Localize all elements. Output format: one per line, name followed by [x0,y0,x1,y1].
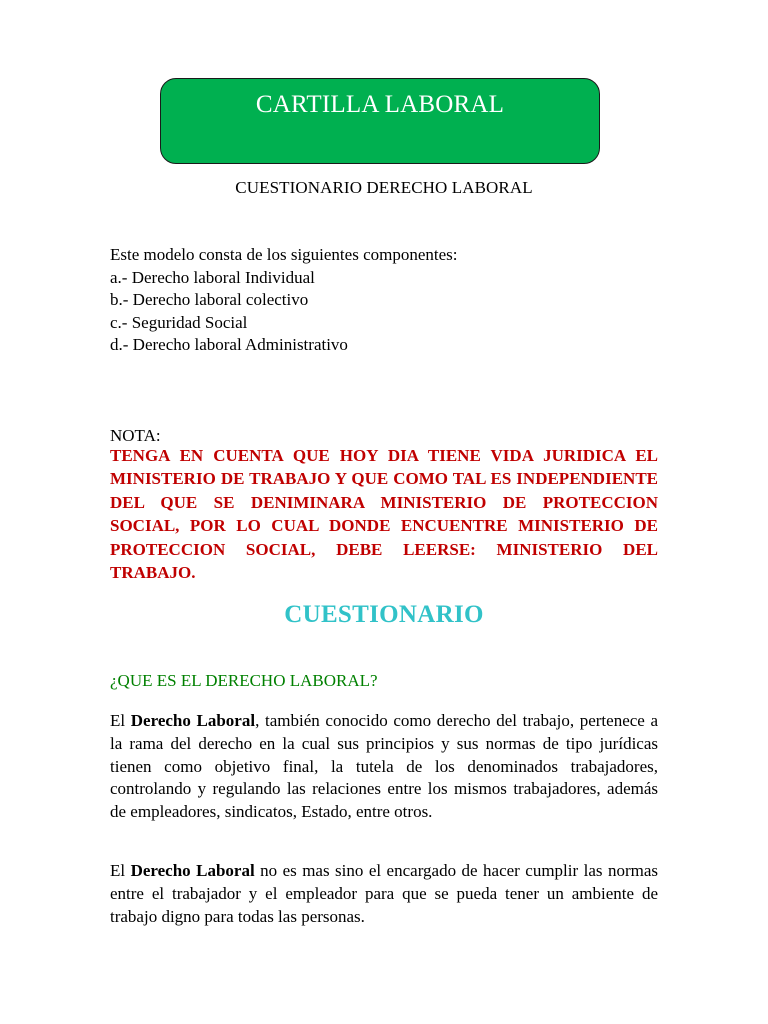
paragraph-term: Derecho Laboral [130,711,256,730]
document-title: CARTILLA LABORAL [255,91,505,118]
nota-conclusion: MINISTERIO DEL TRABAJO. [110,539,658,583]
nota-label: NOTA: [110,426,161,445]
title-box [160,78,600,164]
list-item: b.- Derecho laboral colectivo [110,290,309,309]
nota-body: TENGA EN CUENTA QUE HOY DIA TIENE VIDA JURIDICA EL MINISTERIO DE TRABAJO Y QUE COMO TAL ES INDEPENDIENTE DEL QUE SE DENIMINARA MINISTERIO DE PROTECCION SOCIAL, POR LO CUAL DONDE ENCUENTRE MINISTERIO DE PROTECCION SOCIAL, DEBE LEERSE: [110,446,658,559]
paragraph-body: no es mas sino el encargado de hacer cumplir las normas entre el trabajador y el empleador para que se pueda tener un ambiente de trabajo digno para todas las personas. [110,861,658,926]
cuestionario-heading: CUESTIONARIO [284,601,484,628]
list-item: c.- Seguridad Social [110,312,248,332]
list-item: a.- Derecho laboral Individual [110,267,315,287]
components-list [110,244,458,357]
document-subtitle: CUESTIONARIO DERECHO LABORAL [235,178,533,197]
answer-paragraph-2 [110,860,658,928]
list-item: d.- Derecho laboral Administrativo [110,335,348,354]
components-intro: Este modelo consta de los siguientes componentes: [110,245,458,264]
paragraph-lead: El [110,711,126,730]
answer-paragraph-1 [110,710,658,824]
paragraph-lead: El [110,861,126,880]
nota-text [110,444,658,584]
question-heading: ¿QUE ES EL DERECHO LABORAL? [110,671,378,690]
paragraph-body: , también conocido como derecho del trabajo, pertenece a la rama del derecho en la cual sus principios y sus normas de tipo jurídicas tienen como objetivo final, la tutela de los denominados trabajadores, controlando y regulando las relaciones entre los mismos trabajadores, además de empleadores, sindicatos, Estado, entre otros. [110,711,659,822]
paragraph-term: Derecho Laboral [130,861,255,880]
